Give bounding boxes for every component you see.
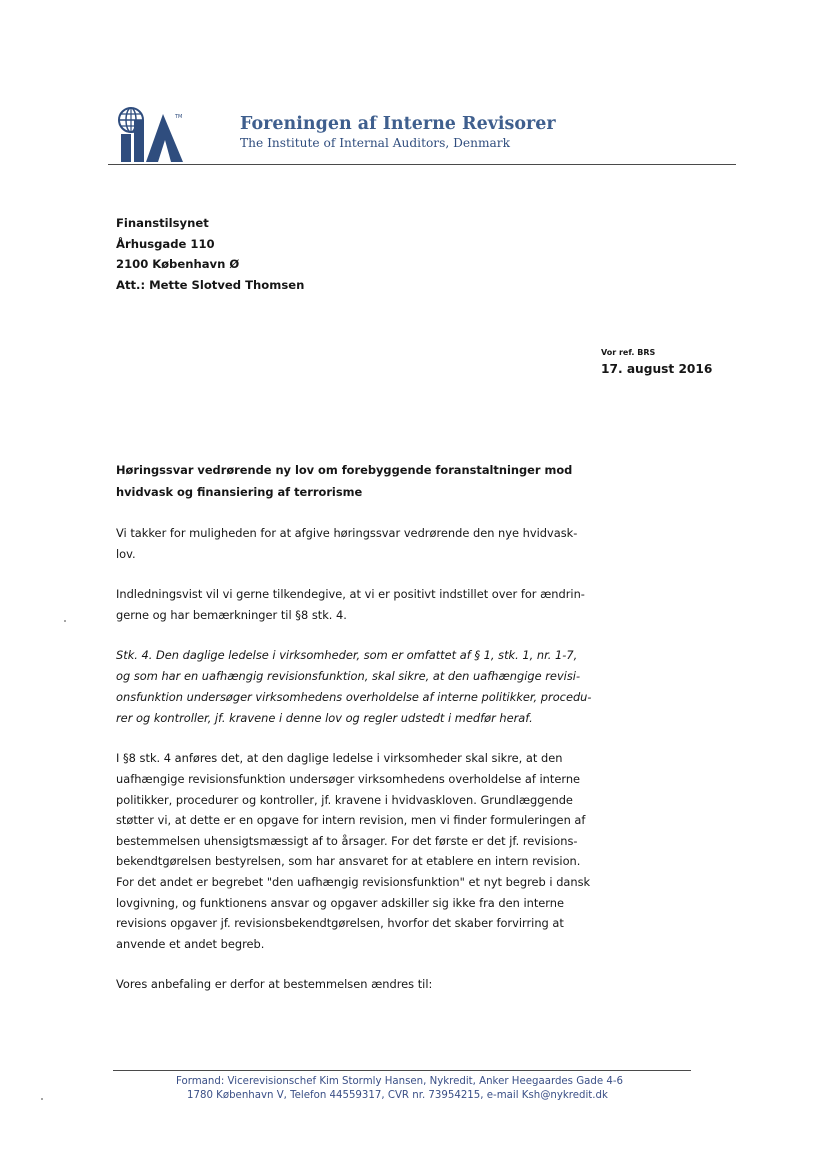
paragraph-line: revisions opgaver jf. revisionsbekendtgørelsen, hvorfor det skaber forvirring at	[116, 916, 564, 930]
letter-date: 17. august 2016	[601, 362, 713, 376]
paragraph-line: For det andet er begrebet "den uafhængig revisionsfunktion" et nyt begreb i dansk	[116, 875, 591, 889]
iia-globe-logo-icon	[113, 106, 185, 164]
header-divider	[108, 164, 736, 165]
footer-line: 1780 København V, Telefon 44559317, CVR nr. 73954215, e-mail Ksh@nykredit.dk	[187, 1090, 608, 1101]
paragraph-line: Vores anbefaling er derfor at bestemmelsen ændres til:	[116, 977, 433, 991]
paragraph-line: uafhængige revisionsfunktion undersøger virksomhedens overholdelse af interne	[116, 772, 581, 786]
organization-name: Foreningen af Interne Revisorer	[240, 114, 556, 134]
footer-divider	[113, 1070, 691, 1071]
subject-line: hvidvask og finansiering af terrorisme	[116, 485, 363, 499]
paragraph-line: Vi takker for muligheden for at afgive høringssvar vedrørende den nye hvidvask-	[116, 526, 578, 540]
svg-text:TM: TM	[175, 114, 183, 120]
footer-line: Formand: Vicerevisionschef Kim Stormly Hansen, Nykredit, Anker Heegaardes Gade 4-6	[176, 1076, 623, 1087]
quote-line: og som har en uafhængig revisionsfunktion, skal sikre, at den uafhængige revisi-	[116, 669, 581, 683]
scan-speck	[64, 620, 66, 622]
scan-speck	[41, 1098, 43, 1100]
subject-line: Høringssvar vedrørende ny lov om forebyggende foranstaltninger mod	[116, 463, 573, 477]
quote-line: onsfunktion undersøger virksomhedens overholdelse af interne politikker, procedu-	[116, 690, 592, 704]
recipient-line: Århusgade 110	[116, 237, 215, 251]
organization-subtitle: The Institute of Internal Auditors, Denmark	[240, 136, 510, 150]
paragraph-line: politikker, procedurer og kontroller, jf. kravene i hvidvaskloven. Grundlæggende	[116, 793, 573, 807]
paragraph-line: bekendtgørelsen bestyrelsen, som har ansvaret for at etablere en intern revision.	[116, 854, 581, 868]
quote-line: Stk. 4. Den daglige ledelse i virksomheder, som er omfattet af § 1, stk. 1, nr. 1-7,	[116, 648, 578, 662]
paragraph-line: gerne og har bemærkninger til §8 stk. 4.	[116, 608, 347, 622]
recipient-line: 2100 København Ø	[116, 257, 240, 271]
recipient-line: Att.: Mette Slotved Thomsen	[116, 278, 305, 292]
paragraph-line: lov.	[116, 547, 136, 561]
recipient-line: Finanstilsynet	[116, 216, 209, 230]
quote-line: rer og kontroller, jf. kravene i denne lov og regler udstedt i medfør heraf.	[116, 711, 533, 725]
paragraph-line: I §8 stk. 4 anføres det, at den daglige ledelse i virksomheder skal sikre, at den	[116, 751, 563, 765]
reference-label: Vor ref. BRS	[601, 348, 656, 357]
paragraph-line: støtter vi, at dette er en opgave for intern revision, men vi finder formuleringen af	[116, 813, 586, 827]
paragraph-line: anvende et andet begreb.	[116, 937, 265, 951]
paragraph-line: Indledningsvist vil vi gerne tilkendegive, at vi er positivt indstillet over for ændrin-	[116, 587, 585, 601]
paragraph-line: bestemmelsen uhensigtsmæssigt af to årsager. For det første er det jf. revisions-	[116, 834, 578, 848]
paragraph-line: lovgivning, og funktionens ansvar og opgaver adskiller sig ikke fra den interne	[116, 896, 565, 910]
